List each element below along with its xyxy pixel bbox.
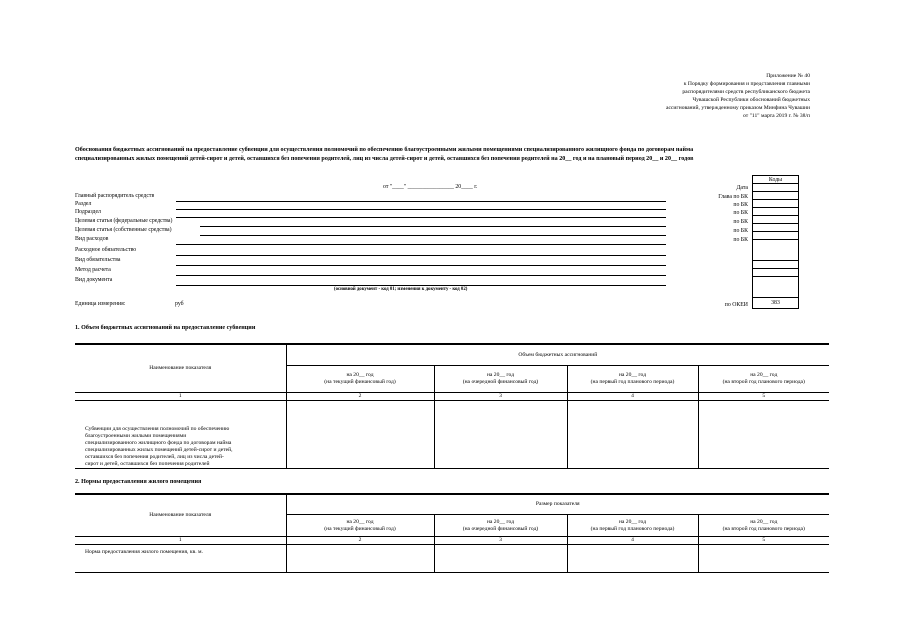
field-label-razdel: Раздел bbox=[75, 201, 92, 207]
s2-col-name: Наименование показателя bbox=[75, 495, 286, 537]
field-label-grbs: Главный распорядитель средств bbox=[75, 193, 155, 199]
s1-value-cell[interactable] bbox=[698, 401, 829, 469]
s1-col-next: на 20__ год (на очередной финансовый год) bbox=[434, 366, 567, 393]
section1-title: 1. Объем бюджетных ассигнований на предоставление субвенции bbox=[75, 325, 256, 331]
field-label-podrazdel: Подраздел bbox=[75, 209, 101, 215]
s1-col-name: Наименование показателя bbox=[75, 345, 286, 393]
appendix-header bbox=[666, 72, 810, 120]
code-cell-okei: 383 bbox=[752, 297, 799, 309]
field-line-cs-own[interactable] bbox=[200, 235, 666, 236]
unit-label: Единица измерения: bbox=[75, 301, 126, 307]
unit-value: руб bbox=[175, 301, 184, 307]
s1-num: 5 bbox=[698, 393, 829, 401]
field-line-cs-fed[interactable] bbox=[200, 226, 666, 227]
appendix-line: Приложение № 40 bbox=[766, 73, 810, 79]
section1-table bbox=[75, 344, 829, 469]
appendix-line: ассигнований, утвержденному приказом Минфина Чувашии bbox=[665, 105, 810, 111]
s2-num: 4 bbox=[567, 537, 698, 545]
field-label-vo: Вид обязательства bbox=[75, 257, 121, 263]
s2-value-cell[interactable] bbox=[286, 545, 434, 573]
s2-num: 2 bbox=[286, 537, 434, 545]
appendix-line: к Порядку формирования и представления главными bbox=[683, 81, 810, 87]
field-label-vr: Вид расходов bbox=[75, 236, 109, 242]
field-line-mr[interactable] bbox=[176, 275, 666, 276]
field-line-vd[interactable] bbox=[176, 285, 666, 286]
s1-num: 1 bbox=[75, 393, 286, 401]
s2-col-next: на 20__ год (на очередной финансовый год) bbox=[434, 515, 567, 537]
document-title bbox=[75, 146, 835, 164]
s1-num: 4 bbox=[567, 393, 698, 401]
okei-label: по ОКЕИ bbox=[724, 302, 748, 308]
appendix-line: от "11" марта 2019 г. № 38/п bbox=[743, 113, 810, 119]
s2-num: 3 bbox=[434, 537, 567, 545]
appendix-line: распорядителями средств республиканского бюджета bbox=[682, 89, 810, 95]
s1-num: 3 bbox=[434, 393, 567, 401]
field-label-mr: Метод расчета bbox=[75, 267, 111, 273]
s1-value-cell[interactable] bbox=[567, 401, 698, 469]
field-label-cs-own: Целевая статья (собственные средства) bbox=[75, 227, 172, 233]
appendix-line: Чувашской Республики обоснований бюджетных bbox=[692, 97, 810, 103]
title-line-1: Обоснования бюджетных ассигнований на предоставление субвенции для осуществления полномочий по обеспечению благоустроенными жилыми помещениями специализированного жилищного фонда по договорам найма bbox=[75, 147, 694, 153]
field-right-cs-fed: по БК bbox=[733, 219, 748, 225]
s2-value-cell[interactable] bbox=[567, 545, 698, 573]
s1-col-plan2: на 20__ год (на второй год планового периода) bbox=[698, 366, 829, 393]
section2-title: 2. Нормы предоставления жилого помещения bbox=[75, 479, 202, 485]
field-line-vr[interactable] bbox=[176, 244, 666, 245]
s1-row-label: Субвенции для осуществления полномочий по обеспечению благоустроенными жилыми помещениями специализированного жилищного фонда по договорам найма специализированных жилых помещений детей-сирот и детей, оставшихся без попечения родителей, лиц из числа детей- сирот и детей, оставшихся без попечения родителей bbox=[75, 401, 286, 469]
code-cell-ro[interactable] bbox=[752, 239, 799, 261]
field-right-podrazdel: по БК bbox=[733, 210, 748, 216]
s2-row-label: Норма предоставления жилого помещения, кв. м. bbox=[75, 545, 286, 573]
s1-col-plan1: на 20__ год (на первый год планового периода) bbox=[567, 366, 698, 393]
field-right-vr: по БК bbox=[733, 237, 748, 243]
codes-header: Коды bbox=[752, 175, 799, 184]
s1-value-cell[interactable] bbox=[286, 401, 434, 469]
s2-value-cell[interactable] bbox=[434, 545, 567, 573]
s1-num: 2 bbox=[286, 393, 434, 401]
field-label-ro: Расходное обязательство bbox=[75, 247, 137, 253]
field-line-ro[interactable] bbox=[176, 255, 666, 256]
s2-num: 5 bbox=[698, 537, 829, 545]
field-line-grbs[interactable] bbox=[176, 201, 666, 202]
title-line-2: специализированных жилых помещений детей-сирот и детей, оставшихся без попечения родителей, лиц из числа детей-сирот и детей, оставшихся без попечения родителей на 20__ год и на плановый период 20__ и 20__ годов bbox=[75, 156, 694, 162]
section2-table bbox=[75, 494, 829, 573]
s2-col-plan1: на 20__ год (на первый год планового периода) bbox=[567, 515, 698, 537]
s2-group-header: Размер показателя bbox=[286, 495, 829, 515]
field-line-vo[interactable] bbox=[176, 265, 666, 266]
date-right-label: Дата bbox=[736, 185, 748, 191]
s2-num: 1 bbox=[75, 537, 286, 545]
field-line-razdel[interactable] bbox=[176, 209, 666, 210]
code-cell-vd[interactable] bbox=[752, 276, 799, 298]
field-line-podrazdel[interactable] bbox=[176, 217, 666, 218]
field-right-cs-own: по БК bbox=[733, 228, 748, 234]
field-label-cs-fed: Целевая статья (федеральные средства) bbox=[75, 218, 173, 224]
doc-note: (основной документ - код 01; изменения к документу - код 02) bbox=[334, 287, 468, 292]
s1-col-current: на 20__ год (на текущий финансовый год) bbox=[286, 366, 434, 393]
s2-value-cell[interactable] bbox=[698, 545, 829, 573]
s1-value-cell[interactable] bbox=[434, 401, 567, 469]
date-line: от "____" ________________ 20____ г. bbox=[383, 184, 478, 190]
s2-col-plan2: на 20__ год (на второй год планового периода) bbox=[698, 515, 829, 537]
field-right-grbs: Глава по БК bbox=[718, 194, 748, 200]
s2-col-current: на 20__ год (на текущий финансовый год) bbox=[286, 515, 434, 537]
field-right-razdel: по БК bbox=[733, 202, 748, 208]
s1-group-header: Объем бюджетных ассигнований bbox=[286, 345, 829, 366]
field-label-vd: Вид документа bbox=[75, 277, 113, 283]
